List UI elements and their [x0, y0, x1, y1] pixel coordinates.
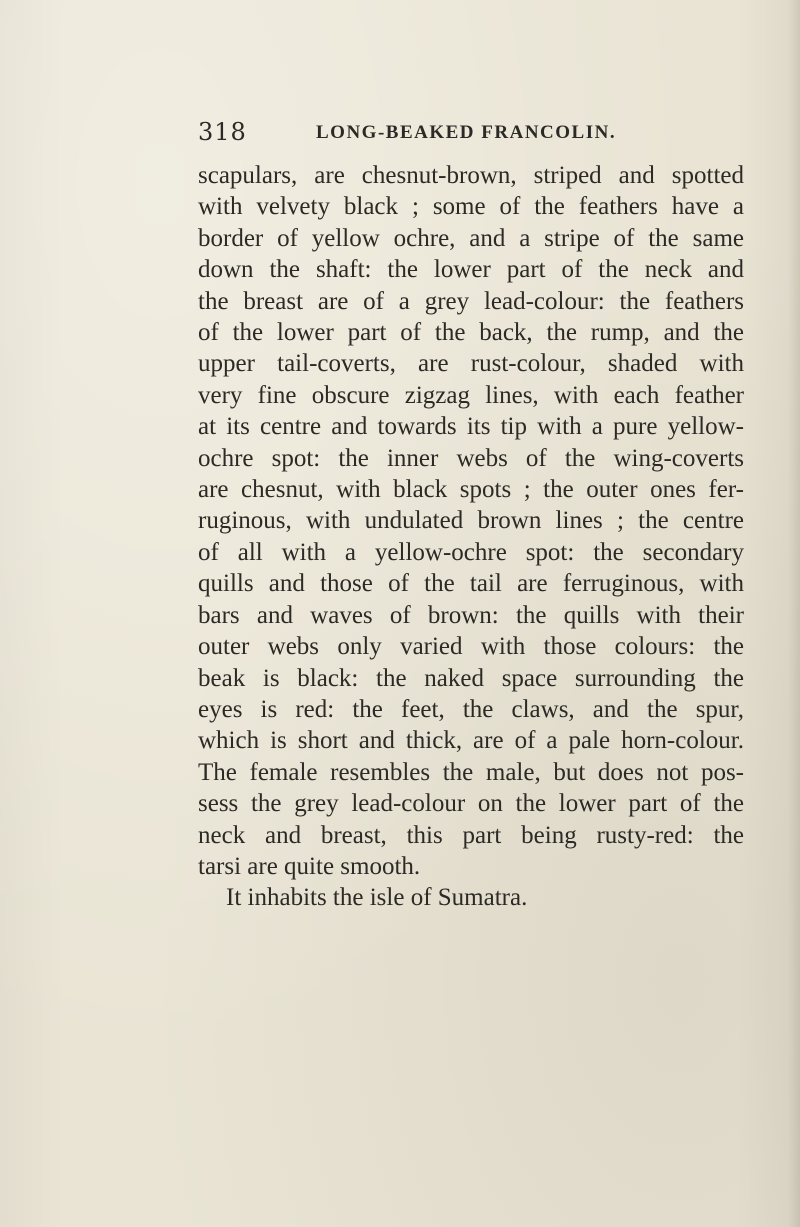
text-line: down the shaft: the lower part of the neck and	[198, 256, 744, 284]
text-line: eyes is red: the feet, the claws, and the spur,	[198, 695, 744, 723]
text-line: the breast are of a grey lead-colour: the feathers	[198, 287, 744, 315]
body-text	[198, 160, 744, 914]
text-line: It inhabits the isle of Sumatra.	[226, 884, 528, 912]
text-line: neck and breast, this part being rusty-red: the	[198, 821, 744, 849]
text-line: ochre spot: the inner webs of the wing-coverts	[198, 444, 744, 472]
text-line: beak is black: the naked space surrounding the	[198, 664, 744, 692]
text-line: of the lower part of the back, the rump, and the	[198, 319, 744, 347]
running-title: LONG-BEAKED FRANCOLIN.	[316, 122, 617, 143]
page-number: 318	[198, 118, 247, 146]
text-line: which is short and thick, are of a pale horn-colour.	[198, 727, 744, 755]
text-line: quills and those of the tail are ferruginous, with	[198, 570, 744, 598]
text-line: The female resembles the male, but does not pos-	[198, 758, 744, 786]
text-line: outer webs only varied with those colours: the	[198, 633, 744, 661]
text-line: with velvety black ; some of the feathers have a	[198, 193, 744, 221]
running-head	[198, 108, 744, 148]
text-line: scapulars, are chesnut-brown, striped and spotted	[198, 162, 744, 189]
text-line: border of yellow ochre, and a stripe of the same	[198, 224, 744, 252]
text-line: sess the grey lead-colour on the lower part of the	[198, 790, 744, 818]
text-line: at its centre and towards its tip with a pure yellow-	[198, 413, 744, 441]
text-line: very fine obscure zigzag lines, with each feather	[198, 381, 744, 409]
text-line: of all with a yellow-ochre spot: the secondary	[198, 538, 744, 566]
text-line: bars and waves of brown: the quills with their	[198, 601, 744, 629]
text-line: ruginous, with undulated brown lines ; the centre	[198, 507, 744, 535]
text-line: are chesnut, with black spots ; the outer ones fer-	[198, 476, 744, 504]
page-edge-shadow	[788, 0, 800, 1227]
text-line: tarsi are quite smooth.	[198, 852, 421, 880]
text-line: upper tail-coverts, are rust-colour, shaded with	[198, 350, 744, 378]
